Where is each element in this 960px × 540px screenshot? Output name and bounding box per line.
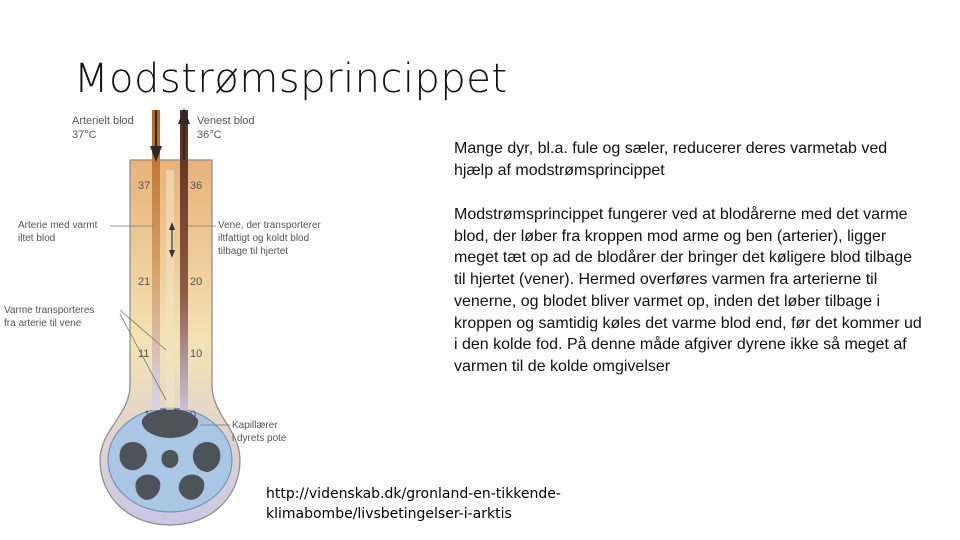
heat-transfer-label-1: Varme transporteres (4, 305, 95, 316)
vein-temp-20: 20 (190, 276, 203, 288)
arterial-blood-label: Arterielt blod (72, 115, 134, 127)
vein-temp-0: 0 (190, 409, 197, 421)
artery-warm-label-1: Arterie med varmt (18, 220, 98, 231)
artery-warm-label-2: iltet blod (18, 233, 56, 244)
intro-paragraph: Mange dyr, bl.a. fule og sæler, reducerer deres varmetab ved hjælp af modstrømsprincippet (454, 140, 888, 179)
heat-transfer-label-2: fra arterie til vene (4, 318, 82, 329)
up-arrow-icon (178, 108, 190, 124)
venous-temp-label: 36°C (197, 129, 222, 141)
capillary-label-1: Kapillærer (232, 420, 278, 431)
page-title: Modstrømsprincippet (74, 56, 508, 102)
source-link[interactable]: http://videnskab.dk/gronland-en-tikkende-klimabombe/livsbetingelser-i-arktis (264, 484, 608, 524)
artery-temp-21: 21 (138, 276, 151, 288)
vein-label-2: iltfattigt og koldt blod (218, 233, 310, 244)
explanation-paragraph: Modstrømsprincippet fungerer ved at blodårerne med det varme blod, der løber fra kroppen mod arme og ben (arterier), ligger meget tæt op ad de blodårer der bringer det køligere blod tilbage til hjertet (vener). Hermed overføres varmen fra arterierne til venerne, og blodet bliver varmet op, inden det løber tilbage i kroppen og samtidig køles det varme blod end, før det kommer ud i den kolde fod. På denne måde afgiver dyrene ikke så meget af varmen til de kolde omgivelser (454, 206, 922, 375)
vein-label-3: tilbage til hjertet (218, 246, 289, 257)
vein-label-1: Vene, der transporterer (218, 220, 321, 231)
artery-temp-1: 1 (144, 409, 151, 421)
venous-blood-label: Venest blod (197, 115, 255, 127)
vein-temp-10: 10 (190, 348, 203, 360)
artery-temp-37: 37 (138, 180, 151, 192)
vein-temp-36: 36 (190, 180, 203, 192)
countercurrent-diagram (0, 100, 330, 540)
arterial-temp-label: 37°C (72, 129, 97, 141)
artery-temp-11: 11 (138, 348, 150, 360)
capillary-label-2: i dyrets pote (232, 433, 287, 444)
vessel-gap (166, 170, 174, 410)
